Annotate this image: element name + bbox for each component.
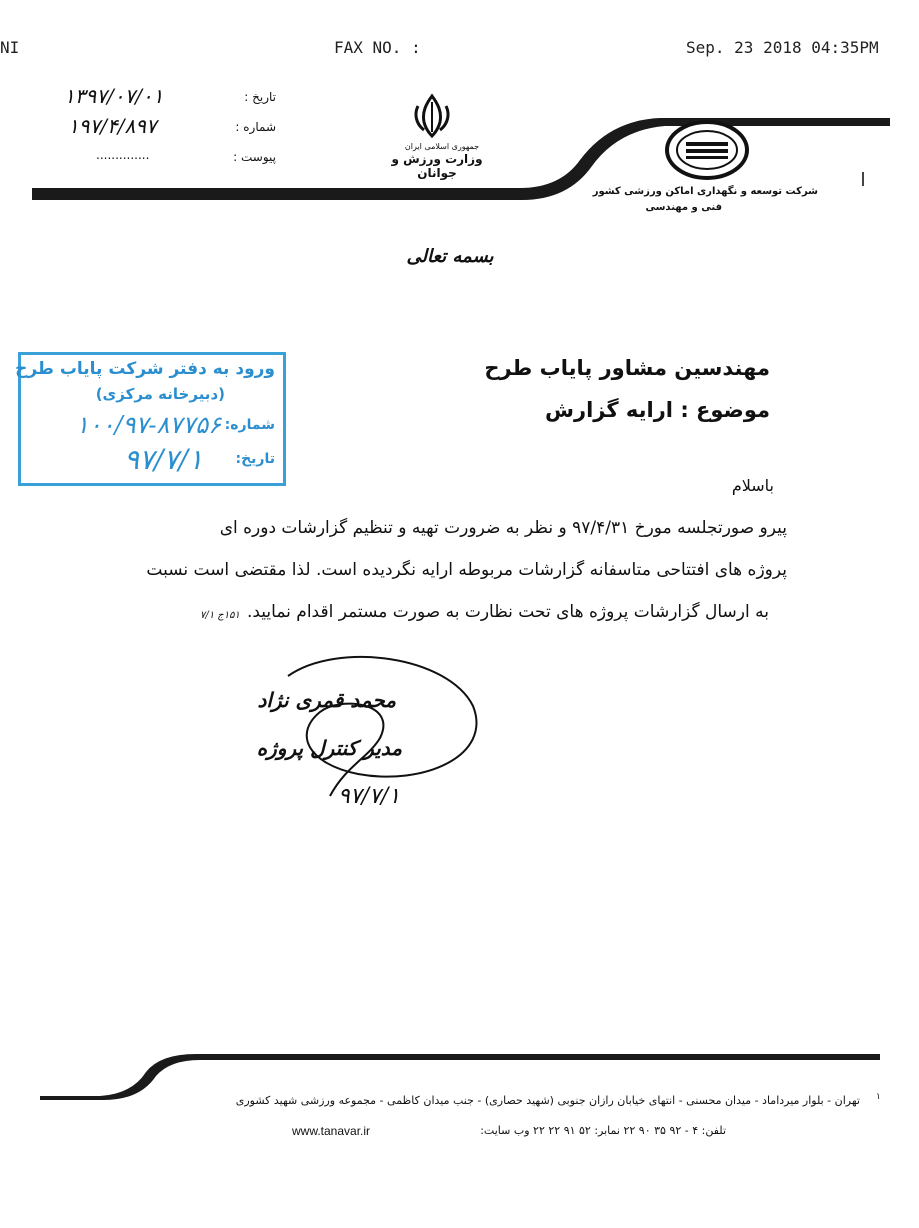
signatory-title: مدیر کنترل پروژه (256, 736, 402, 760)
footer-website-link[interactable]: www.tanavar.ir (292, 1124, 371, 1138)
fax-header-left: NI (0, 38, 20, 57)
signature-date: ۹۷/۷/۱ (338, 784, 401, 809)
stamp-number-label: شماره: (224, 417, 275, 433)
greeting: باسلام (731, 476, 774, 495)
attachment-value: .............. (96, 148, 150, 162)
company-division: فنی و مهندسی (645, 202, 722, 213)
signatory-name: محمد قمری نژاد (257, 688, 396, 712)
body-line-1: پیرو صورتجلسه مورخ ۹۷/۴/۳۱ و نظر به ضرورت تهیه و تنظیم گزارشات دوره ای (219, 518, 787, 538)
company-name: شرکت توسعه و نگهداری اماکن ورزشی کشور (592, 186, 818, 197)
footer-page-marker: ۱ (876, 1092, 881, 1102)
stamp-number-value: ۱۰۰/۹۷-۸۷۷۵۶ (75, 411, 221, 439)
date-value: ۱۳۹۷/۰۷/۰۱ (64, 84, 164, 108)
margin-note: ۱۵۱ج ۷/۱ (200, 610, 240, 621)
margin-mark (862, 172, 864, 186)
footer-contact: تلفن: ۴ - ۹۲ ۳۵ ۹۰ ۲۲ نمابر: ۵۲ ۹۱ ۲۲ ۲۲ وب سایت: (480, 1124, 726, 1137)
registration-stamp (15, 352, 286, 486)
number-label: شماره : (235, 120, 276, 134)
number-value: ۱۹۷/۴/۸۹۷ (68, 114, 157, 138)
body-line-3: به ارسال گزارشات پروژه های تحت نظارت به صورت مستمر اقدام نمایید. (246, 602, 769, 622)
invocation: بسمه تعالی (406, 246, 494, 267)
date-label: تاریخ : (244, 90, 276, 104)
ministry-name: وزارت ورزش و جوانان (391, 152, 483, 180)
stamp-date-label: تاریخ: (235, 451, 275, 467)
republic-line: جمهوری اسلامی ایران (404, 142, 480, 151)
subject: موضوع : ارایه گزارش (545, 398, 770, 422)
recipient: مهندسین مشاور پایاب طرح (484, 356, 770, 380)
company-logo-icon (664, 118, 750, 182)
stamp-title: ورود به دفتر شرکت پایاب طرح (15, 359, 275, 379)
fax-number-label: FAX NO. : (334, 38, 421, 57)
stamp-date-value: ۹۷/۷/۱ (123, 443, 203, 476)
signature-scribble (248, 646, 498, 806)
iran-emblem-icon (408, 92, 456, 140)
stamp-subtitle: (دبیرخانه مرکزی) (95, 385, 225, 403)
attachment-label: پیوست : (233, 150, 276, 164)
footer-address: تهران - بلوار میرداماد - میدان محسنی - انتهای خیابان رازان جنوبی (شهید حصاری) - جنب میدان کاظمی - مجموعه ورزشی شهید کشوری (235, 1094, 860, 1107)
fax-timestamp: Sep. 23 2018 04:35PM (686, 38, 879, 57)
body-line-2: پروژه های افتتاحی متاسفانه گزارشات مربوطه ارایه نگردیده است. لذا مقتضی است نسبت (146, 560, 787, 580)
